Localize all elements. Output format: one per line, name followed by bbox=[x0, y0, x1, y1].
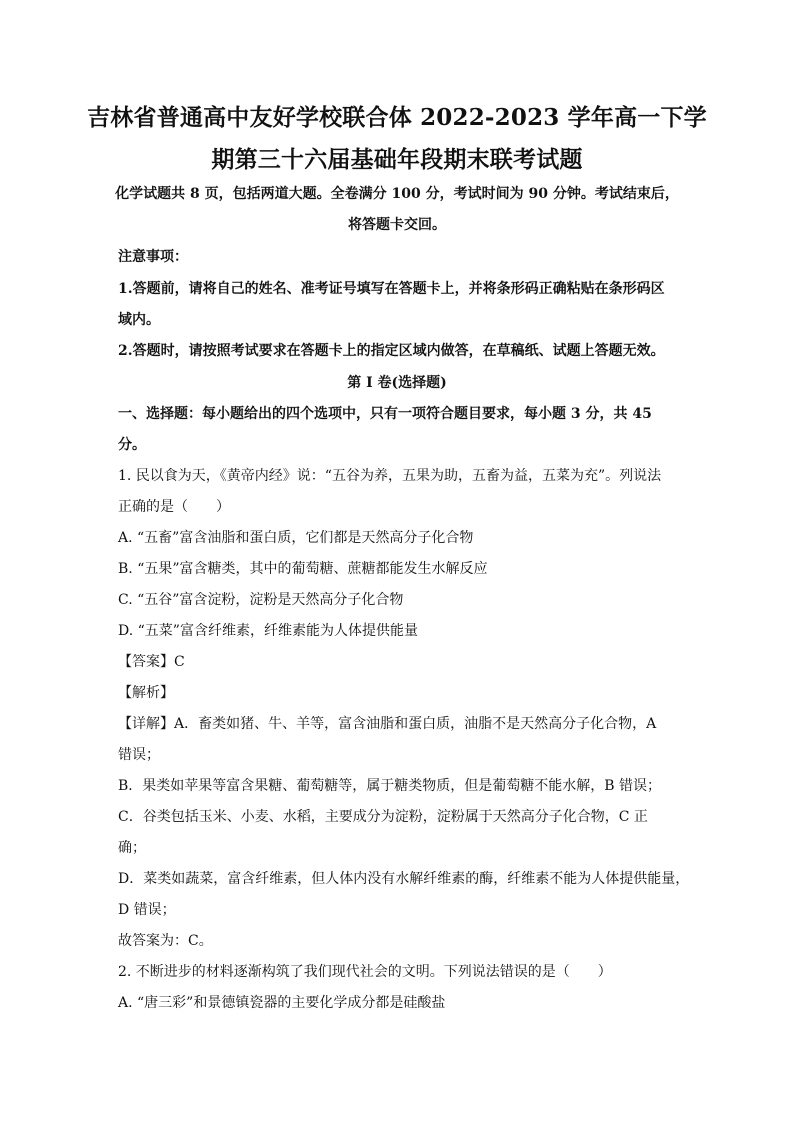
notice-heading: 注意事项： bbox=[118, 249, 188, 265]
question-1-detail-line-5: 确； bbox=[118, 840, 146, 856]
part-heading-line-1: 一、选择题：每小题给出的四个选项中，只有一项符合题目要求，每小题 3 分，共 45 bbox=[118, 406, 652, 422]
part-heading-line-2: 分。 bbox=[118, 437, 146, 453]
question-1-analysis-label: 【解析】 bbox=[118, 685, 174, 701]
question-1-detail-line-6: D．菜类如蔬菜，富含纤维素，但人体内没有水解纤维素的酶，纤维素不能为人体提供能量， bbox=[118, 871, 690, 887]
question-1-conclusion: 故答案为：C。 bbox=[118, 933, 213, 949]
section-title: 第 I 卷(选择题) bbox=[347, 375, 447, 391]
question-2-option-a: A. “唐三彩”和景德镇瓷器的主要化学成分都是硅酸盐 bbox=[118, 995, 446, 1011]
question-1-answer: 【答案】C bbox=[118, 654, 185, 670]
question-1-option-a: A. “五畜”富含油脂和蛋白质，它们都是天然高分子化合物 bbox=[118, 530, 474, 546]
intro-line-2: 将答题卡交回。 bbox=[348, 217, 446, 233]
question-1-option-b: B. “五果”富含糖类，其中的葡萄糖、蔗糖都能发生水解反应 bbox=[118, 561, 488, 577]
title-line-1: 吉林省普通高中友好学校联合体 2022-2023 学年高一下学 bbox=[87, 104, 707, 131]
question-1-detail-line-7: D 错误； bbox=[118, 902, 176, 918]
notice-1-line-1: 1.答题前，请将自己的姓名、准考证号填写在答题卡上，并将条形码正确粘贴在条形码区 bbox=[118, 281, 665, 297]
question-1-detail-line-4: C．谷类包括玉米、小麦、水稻，主要成分为淀粉，淀粉属于天然高分子化合物，C 正 bbox=[118, 809, 648, 825]
question-1-stem-line-2: 正确的是（ ） bbox=[118, 499, 230, 515]
intro-line-1: 化学试题共 8 页，包括两道大题。全卷满分 100 分，考试时间为 90 分钟。考试结束后， bbox=[115, 186, 679, 202]
question-1-stem-line-1: 1. 民以食为天，《黄帝内经》说：“五谷为养，五果为助，五畜为益，五菜为充”。列说法 bbox=[118, 468, 662, 484]
question-1-detail-line-1: 【详解】A．畜类如猪、牛、羊等，富含油脂和蛋白质，油脂不是天然高分子化合物，A bbox=[118, 716, 657, 732]
question-1-detail-line-2: 错误； bbox=[118, 747, 160, 763]
question-1-option-d: D. “五菜”富含纤维素，纤维素能为人体提供能量 bbox=[118, 623, 418, 639]
title-line-2: 期第三十六届基础年段期末联考试题 bbox=[211, 146, 583, 173]
notice-2: 2.答题时，请按照考试要求在答题卡上的指定区域内做答，在草稿纸、试题上答题无效。 bbox=[118, 343, 665, 359]
question-2-stem: 2. 不断进步的材料逐渐构筑了我们现代社会的文明。下列说法错误的是（ ） bbox=[118, 964, 612, 980]
question-1-option-c: C. “五谷”富含淀粉，淀粉是天然高分子化合物 bbox=[118, 592, 404, 608]
question-1-detail-line-3: B．果类如苹果等富含果糖、葡萄糖等，属于糖类物质，但是葡萄糖不能水解，B 错误； bbox=[118, 778, 662, 794]
notice-1-line-2: 域内。 bbox=[118, 312, 160, 328]
